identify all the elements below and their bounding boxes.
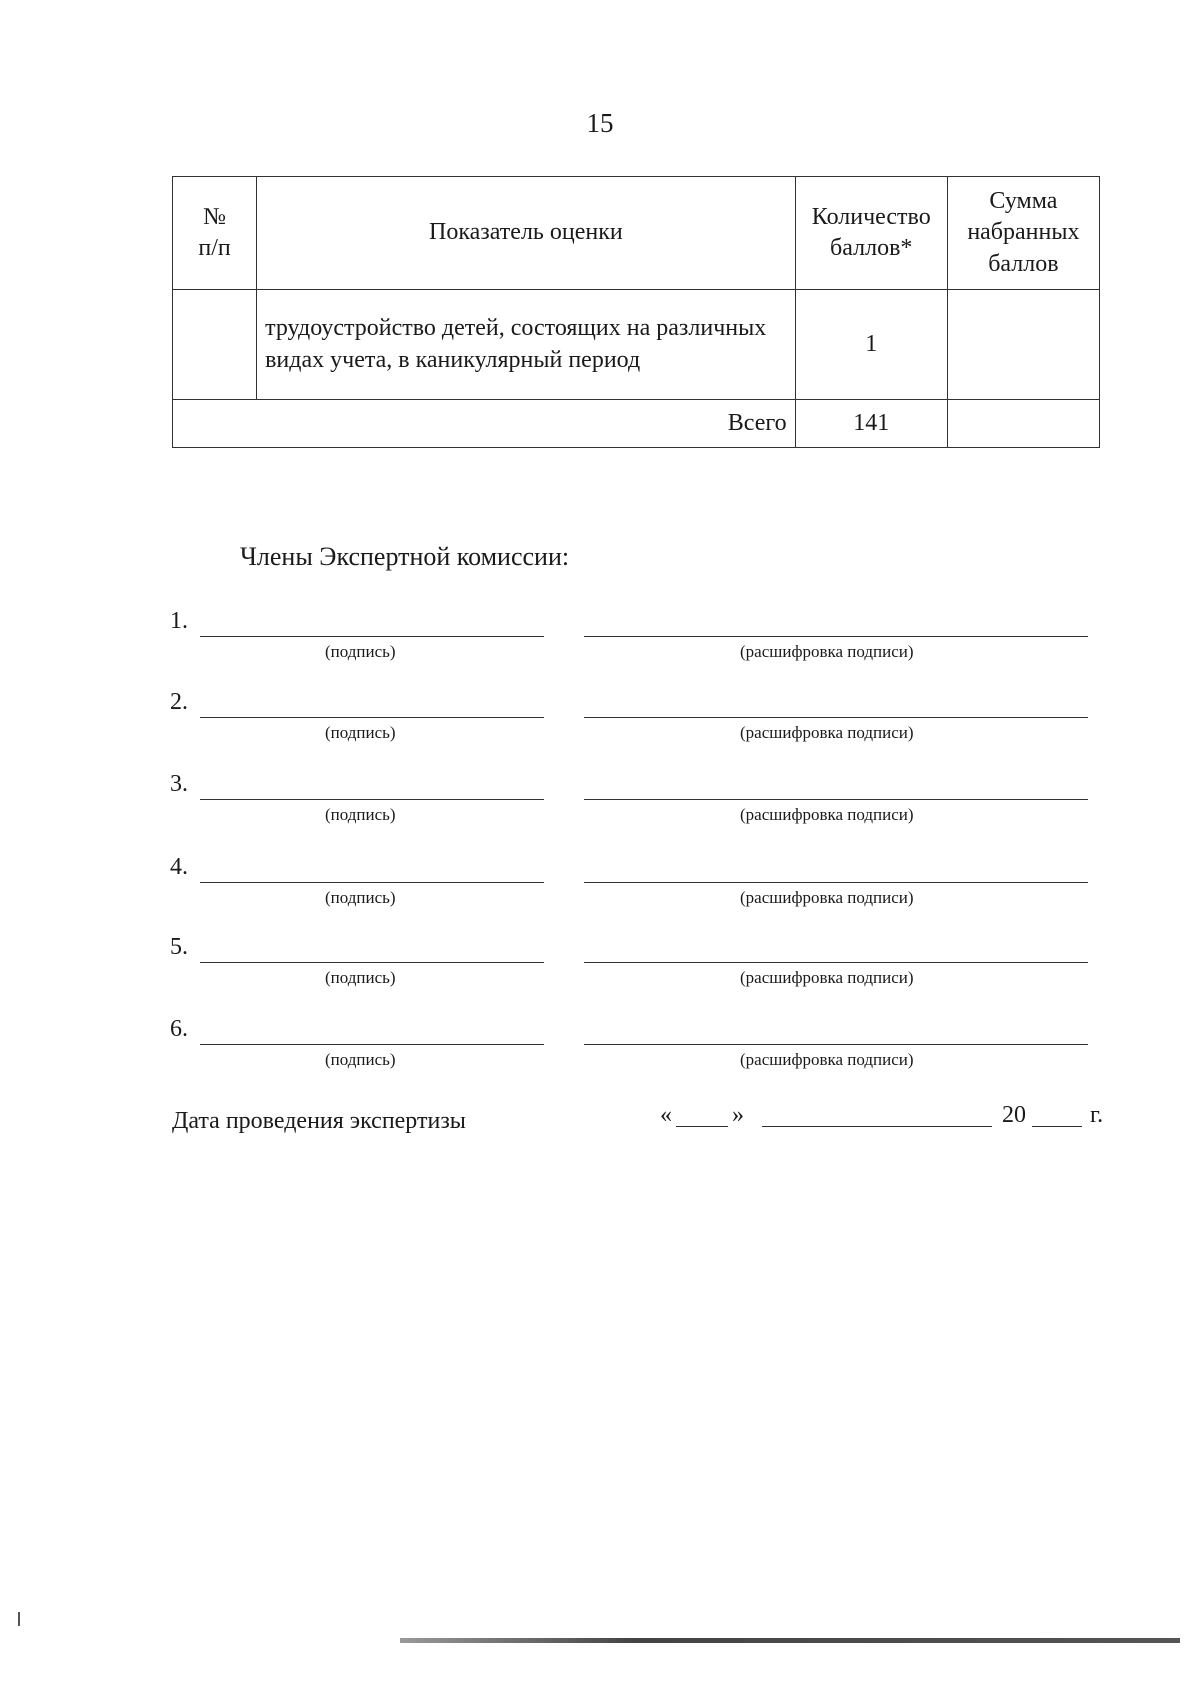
signature-caption: (подпись) <box>325 723 396 742</box>
header-number: № п/п <box>173 177 257 290</box>
row-sum-cell[interactable] <box>947 290 1099 400</box>
signature-row-4 <box>170 854 1090 907</box>
scan-margin-mark <box>18 1612 20 1626</box>
score-table <box>172 176 1100 448</box>
decoding-caption: (расшифровка подписи) <box>740 805 914 824</box>
decoding-caption: (расшифровка подписи) <box>740 888 914 907</box>
member-number: 3. <box>170 771 188 797</box>
signature-row-5 <box>170 934 1090 987</box>
scan-edge-bar <box>400 1638 1180 1643</box>
decoding-line[interactable] <box>584 799 1088 800</box>
open-quote: « <box>660 1102 672 1128</box>
month-blank[interactable] <box>762 1126 992 1127</box>
signature-line[interactable] <box>200 1044 544 1045</box>
signature-caption: (подпись) <box>325 805 396 824</box>
header-sum: Сумма набранных баллов <box>947 177 1099 290</box>
exam-date-label: Дата проведения экспертизы <box>172 1108 466 1134</box>
member-number: 4. <box>170 854 188 880</box>
row-points: 1 <box>795 290 947 400</box>
page-number: 15 <box>586 108 614 138</box>
signature-caption: (подпись) <box>325 968 396 987</box>
header-indicator: Показатель оценки <box>257 177 796 290</box>
signature-line[interactable] <box>200 717 544 718</box>
decoding-line[interactable] <box>584 636 1088 637</box>
signature-row-1 <box>170 608 1090 661</box>
day-blank[interactable] <box>676 1126 728 1127</box>
decoding-caption: (расшифровка подписи) <box>740 642 914 661</box>
commission-title: Члены Экспертной комиссии: <box>240 542 570 571</box>
total-points: 141 <box>795 400 947 448</box>
decoding-line[interactable] <box>584 1044 1088 1045</box>
table-row <box>173 290 1100 400</box>
signature-caption: (подпись) <box>325 642 396 661</box>
member-number: 1. <box>170 608 188 634</box>
decoding-caption: (расшифровка подписи) <box>740 1050 914 1069</box>
total-label: Всего <box>173 400 796 448</box>
year-blank[interactable] <box>1032 1126 1082 1127</box>
signature-line[interactable] <box>200 962 544 963</box>
total-row <box>173 400 1100 448</box>
signature-line[interactable] <box>200 636 544 637</box>
table-header-row <box>173 177 1100 290</box>
signature-row-6 <box>170 1016 1090 1069</box>
signature-row-2 <box>170 689 1090 742</box>
row-indicator: трудоустройство детей, состоящих на различных видах учета, в каникулярный период <box>257 290 796 400</box>
decoding-line[interactable] <box>584 962 1088 963</box>
member-number: 5. <box>170 934 188 960</box>
header-points: Количество баллов* <box>795 177 947 290</box>
decoding-caption: (расшифровка подписи) <box>740 968 914 987</box>
exam-date-row <box>172 1102 1112 1142</box>
signature-caption: (подпись) <box>325 888 396 907</box>
member-number: 6. <box>170 1016 188 1042</box>
signature-caption: (подпись) <box>325 1050 396 1069</box>
signature-row-3 <box>170 771 1090 824</box>
decoding-line[interactable] <box>584 882 1088 883</box>
signature-line[interactable] <box>200 882 544 883</box>
year-prefix: 20 <box>1002 1102 1026 1128</box>
year-suffix: г. <box>1090 1102 1104 1128</box>
decoding-line[interactable] <box>584 717 1088 718</box>
decoding-caption: (расшифровка подписи) <box>740 723 914 742</box>
row-number <box>173 290 257 400</box>
signature-line[interactable] <box>200 799 544 800</box>
close-quote: » <box>732 1102 744 1128</box>
member-number: 2. <box>170 689 188 715</box>
total-sum-cell[interactable] <box>947 400 1099 448</box>
